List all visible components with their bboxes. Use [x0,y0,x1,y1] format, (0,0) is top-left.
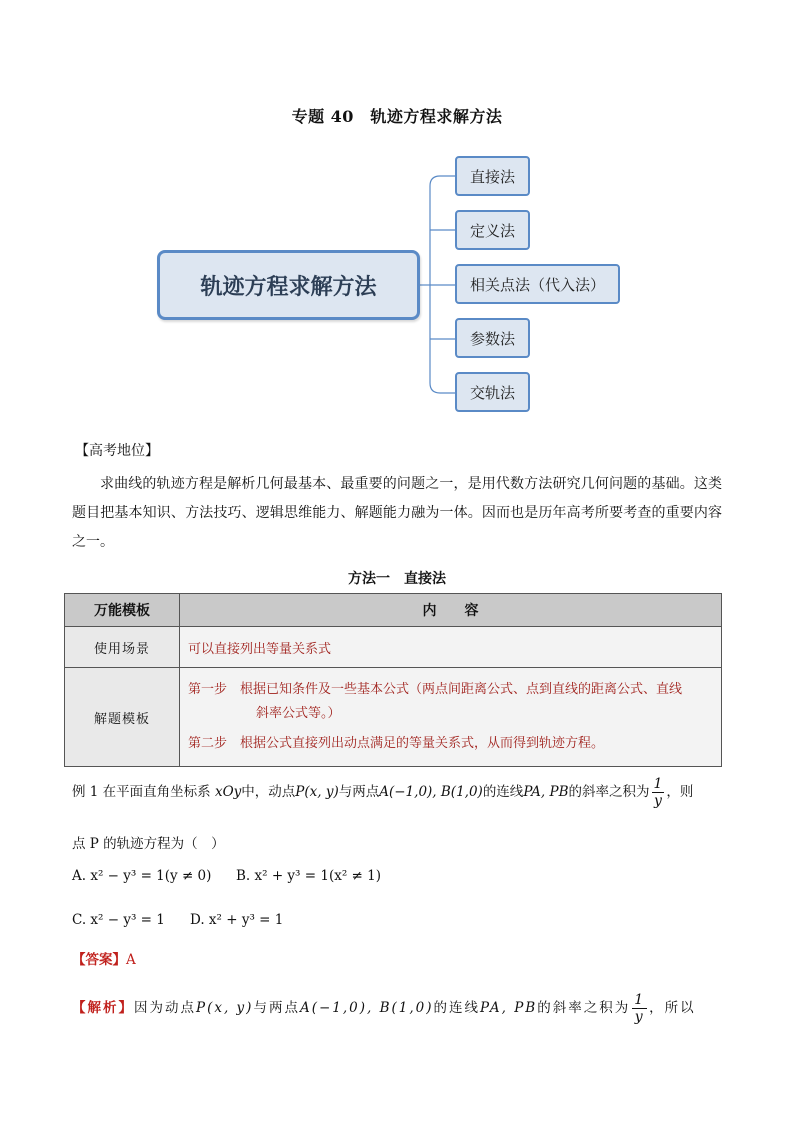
fraction: $\frac{1}{y}$ [653,776,663,809]
mindmap-node-definition: 定义法 [455,210,530,250]
intro-paragraph: 求曲线的轨迹方程是解析几何最基本、最重要的问题之一，是用代数方法研究几何问题的基础。这类题目把基本知识、方法技巧、逻辑思维能力、解题能力融为一体。因而也是历年高考所要考查的重要内容之一。 [72,476,722,550]
example-line-2: 点 P 的轨迹方程为（ ） [72,836,225,852]
answer-label: 【答案】 [72,952,126,968]
answer-value: A [126,952,136,968]
method-title: 方法一 直接法 [348,571,446,587]
mindmap-node-parameter: 参数法 [455,318,530,358]
step-1-line-2: 斜率公式等。） [256,706,341,721]
option-c: C. x² − y³ = 1 [72,912,165,928]
answer-line [72,948,136,968]
table-header-left: 万能模板 [65,594,180,627]
mindmap-node-direct: 直接法 [455,156,530,196]
row-content-template [180,668,722,767]
mindmap-central-node: 轨迹方程求解方法 [157,250,420,320]
option-a: A. x² − y³ = 1(y ≠ 0) [72,868,212,884]
analysis-label: 【解析】 [72,1000,134,1016]
row-label-template: 解题模板 [65,668,180,767]
mindmap-node-intersection: 交轨法 [455,372,530,412]
mindmap-node-related-point: 相关点法（代入法） [455,264,620,304]
analysis-line: 【解析】因为动点P(x, y)与两点A(−1,0), B(1,0)的连线PA, PB的斜率之积为 $\frac{1}{y}$ ，所以 [72,992,696,1025]
option-d: D. x² + y³ = 1 [190,912,284,928]
example-line-1: 例 1 在平面直角坐标系 xOy中，动点P(x, y)与两点A(−1,0), B(1,0)的连线PA, PB的斜率之积为 $\frac{1}{y}$ ，则 [72,776,694,809]
step-2: 第二步 根据公式直接列出动点满足的等量关系式，从而得到轨迹方程。 [188,736,605,751]
template-table [64,593,722,767]
row-content-scenario: 可以直接列出等量关系式 [180,627,722,668]
analysis-fraction: $\frac{1}{y}$ [634,992,646,1025]
page-title: 专题 40 轨迹方程求解方法 [291,107,503,126]
section-heading: 【高考地位】 [75,443,159,459]
option-b: B. x² + y³ = 1(x² ≠ 1) [236,868,381,884]
step-1-line-1: 第一步 根据已知条件及一些基本公式（两点间距离公式、点到直线的距离公式、直线 [188,682,683,697]
table-header-right: 内 容 [180,594,722,627]
row-label-scenario: 使用场景 [65,627,180,668]
